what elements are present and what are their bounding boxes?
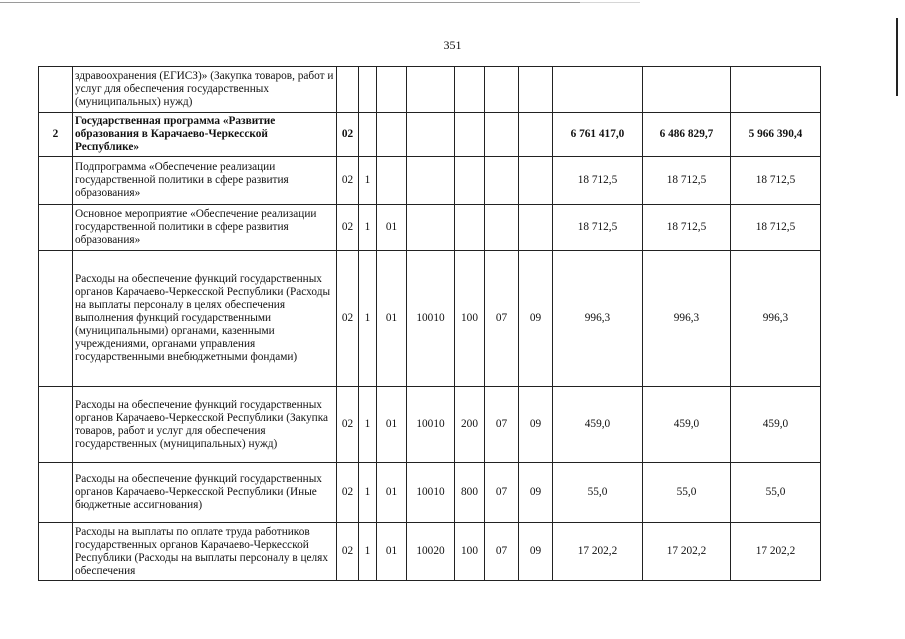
- amount-year-2: 17 202,2: [643, 523, 731, 581]
- amount-year-3: 18 712,5: [731, 157, 821, 205]
- subsection-code: 09: [519, 523, 553, 581]
- row-description: Государственная программа «Развитие образования в Карачаево-Черкесской Республике»: [73, 113, 337, 157]
- expense-type-code: 800: [455, 463, 485, 523]
- expense-type-code: [455, 157, 485, 205]
- event-code: 01: [377, 251, 407, 387]
- table-row: [39, 205, 821, 251]
- expense-type-code: [455, 113, 485, 157]
- row-number: [39, 157, 73, 205]
- direction-code: 10020: [407, 523, 455, 581]
- row-description: Расходы на выплаты по оплате труда работников государственных органов Карачаево-Черкесской Республики (Расходы на выплаты персоналу в целях обеспечения: [73, 523, 337, 581]
- row-number: [39, 523, 73, 581]
- amount-year-3: 996,3: [731, 251, 821, 387]
- expense-type-code: 100: [455, 251, 485, 387]
- expense-type-code: 200: [455, 387, 485, 463]
- row-number: [39, 251, 73, 387]
- scan-edge-mark: [896, 18, 898, 96]
- amount-year-2: 6 486 829,7: [643, 113, 731, 157]
- scan-top-rule-faint: [580, 2, 640, 3]
- row-description: Основное мероприятие «Обеспечение реализации государственной политики в сфере развития образования»: [73, 205, 337, 251]
- subsection-code: [519, 205, 553, 251]
- expense-type-code: 100: [455, 523, 485, 581]
- amount-year-1: 459,0: [553, 387, 643, 463]
- amount-year-1: 18 712,5: [553, 157, 643, 205]
- table-row: [39, 67, 821, 113]
- program-code: 02: [337, 387, 359, 463]
- subsection-code: 09: [519, 251, 553, 387]
- subprogram-code: [359, 113, 377, 157]
- row-number: [39, 463, 73, 523]
- row-number: [39, 205, 73, 251]
- amount-year-3: 55,0: [731, 463, 821, 523]
- section-code: 07: [485, 463, 519, 523]
- subprogram-code: 1: [359, 205, 377, 251]
- section-code: [485, 113, 519, 157]
- event-code: [377, 67, 407, 113]
- amount-year-1: [553, 67, 643, 113]
- direction-code: 10010: [407, 251, 455, 387]
- row-number: [39, 387, 73, 463]
- amount-year-2: 18 712,5: [643, 157, 731, 205]
- section-code: 07: [485, 387, 519, 463]
- program-code: 02: [337, 113, 359, 157]
- expense-type-code: [455, 67, 485, 113]
- scan-top-rule: [0, 2, 580, 3]
- subsection-code: 09: [519, 463, 553, 523]
- program-code: 02: [337, 205, 359, 251]
- row-number: 2: [39, 113, 73, 157]
- event-code: 01: [377, 387, 407, 463]
- row-description: Расходы на обеспечение функций государственных органов Карачаево-Черкесской Республики (Закупка товаров, работ и услуг для обеспечения государственных (муниципальных) нужд): [73, 387, 337, 463]
- amount-year-2: 459,0: [643, 387, 731, 463]
- subsection-code: [519, 67, 553, 113]
- amount-year-3: 5 966 390,4: [731, 113, 821, 157]
- row-description: Расходы на обеспечение функций государственных органов Карачаево-Черкесской Республики (Расходы на выплаты персоналу в целях обеспечения выполнения функций государственными (муниципальными) органами, казенными учреждениями, органами управления государственными внебюджетными фондами): [73, 251, 337, 387]
- direction-code: [407, 157, 455, 205]
- amount-year-2: 55,0: [643, 463, 731, 523]
- row-description: Подпрограмма «Обеспечение реализации государственной политики в сфере развития образования»: [73, 157, 337, 205]
- amount-year-2: [643, 67, 731, 113]
- table-row: [39, 523, 821, 581]
- section-code: [485, 67, 519, 113]
- subprogram-code: 1: [359, 387, 377, 463]
- subprogram-code: [359, 67, 377, 113]
- section-code: [485, 157, 519, 205]
- table-row: [39, 157, 821, 205]
- subsection-code: [519, 157, 553, 205]
- direction-code: 10010: [407, 387, 455, 463]
- subprogram-code: 1: [359, 157, 377, 205]
- program-code: 02: [337, 157, 359, 205]
- amount-year-1: 55,0: [553, 463, 643, 523]
- table-row: [39, 463, 821, 523]
- program-code: 02: [337, 463, 359, 523]
- amount-year-1: 18 712,5: [553, 205, 643, 251]
- amount-year-3: 18 712,5: [731, 205, 821, 251]
- row-description: здравоохранения (ЕГИСЗ)» (Закупка товаров, работ и услуг для обеспечения государственных (муниципальных) нужд): [73, 67, 337, 113]
- program-code: 02: [337, 523, 359, 581]
- amount-year-3: 17 202,2: [731, 523, 821, 581]
- event-code: 01: [377, 523, 407, 581]
- row-number: [39, 67, 73, 113]
- direction-code: 10010: [407, 463, 455, 523]
- amount-year-1: 17 202,2: [553, 523, 643, 581]
- amount-year-2: 18 712,5: [643, 205, 731, 251]
- event-code: [377, 113, 407, 157]
- subsection-code: 09: [519, 387, 553, 463]
- amount-year-3: [731, 67, 821, 113]
- section-code: 07: [485, 251, 519, 387]
- direction-code: [407, 205, 455, 251]
- program-code: [337, 67, 359, 113]
- amount-year-1: 6 761 417,0: [553, 113, 643, 157]
- subsection-code: [519, 113, 553, 157]
- subprogram-code: 1: [359, 251, 377, 387]
- event-code: 01: [377, 205, 407, 251]
- table-row: [39, 113, 821, 157]
- direction-code: [407, 113, 455, 157]
- amount-year-2: 996,3: [643, 251, 731, 387]
- subprogram-code: 1: [359, 463, 377, 523]
- section-code: 07: [485, 523, 519, 581]
- event-code: 01: [377, 463, 407, 523]
- page-number: 351: [443, 38, 462, 52]
- program-code: 02: [337, 251, 359, 387]
- amount-year-3: 459,0: [731, 387, 821, 463]
- expense-type-code: [455, 205, 485, 251]
- direction-code: [407, 67, 455, 113]
- table-row: [39, 387, 821, 463]
- event-code: [377, 157, 407, 205]
- table-row: [39, 251, 821, 387]
- budget-table: [38, 66, 821, 581]
- subprogram-code: 1: [359, 523, 377, 581]
- amount-year-1: 996,3: [553, 251, 643, 387]
- row-description: Расходы на обеспечение функций государственных органов Карачаево-Черкесской Республики (Иные бюджетные ассигнования): [73, 463, 337, 523]
- section-code: [485, 205, 519, 251]
